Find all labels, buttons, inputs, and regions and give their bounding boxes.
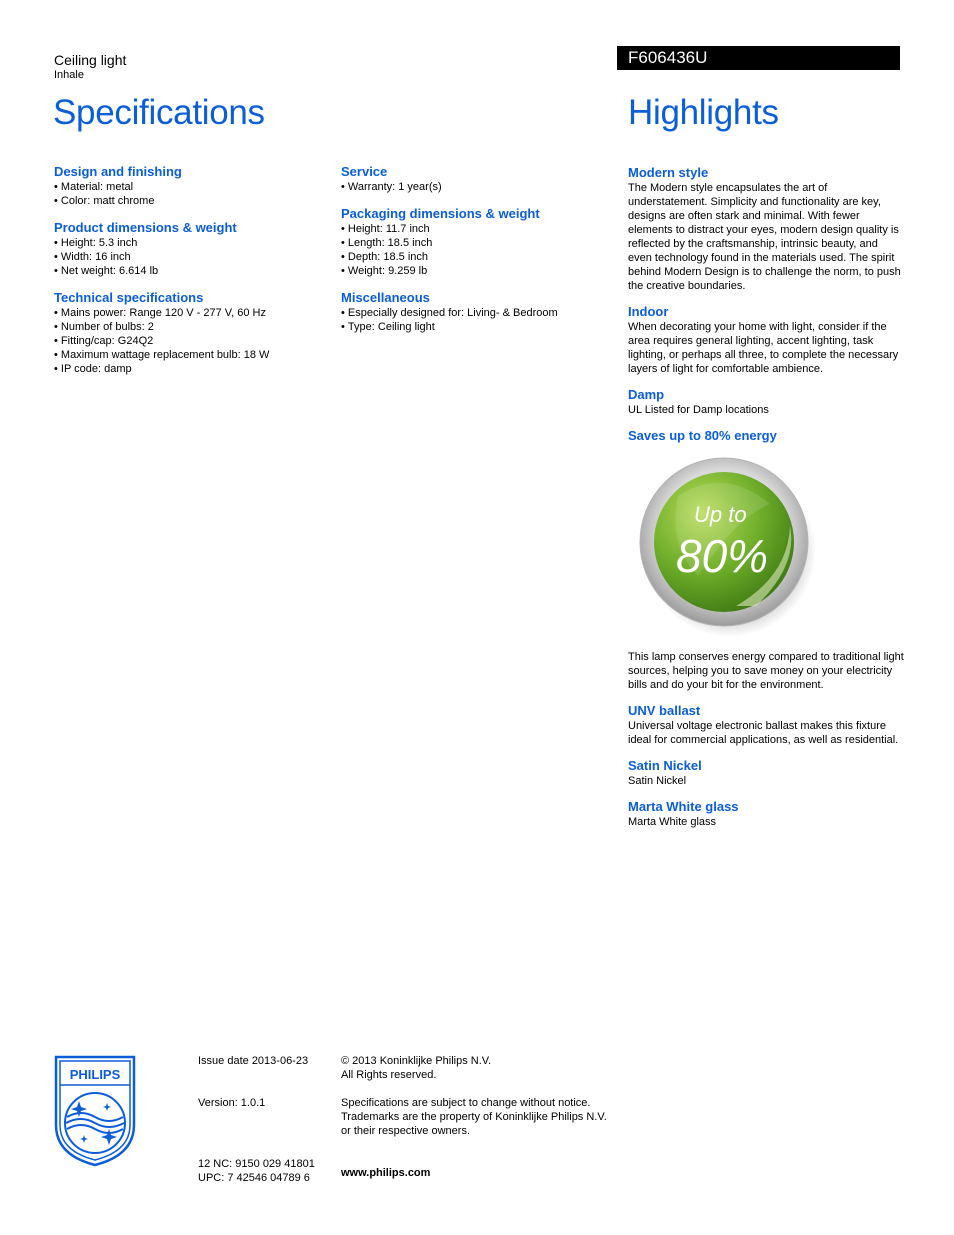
spec-group-design <box>54 164 334 208</box>
highlight-title: Marta White glass <box>628 799 739 814</box>
specifications-title: Specifications <box>53 93 265 132</box>
highlight-marta-glass <box>628 799 904 829</box>
spec-item: • Length: 18.5 inch <box>341 236 601 250</box>
version: Version: 1.0.1 <box>198 1097 266 1109</box>
spec-item: • Depth: 18.5 inch <box>341 250 601 264</box>
philips-shield-logo <box>54 1055 136 1167</box>
copyright: © 2013 Koninklijke Philips N.V. <box>341 1055 492 1067</box>
spec-list <box>54 180 334 208</box>
spec-group-title: Design and finishing <box>54 164 182 179</box>
highlight-text: Universal voltage electronic ballast makes this fixture ideal for commercial applications, as well as residential. <box>628 720 899 746</box>
highlight-satin-nickel <box>628 758 904 788</box>
spec-list <box>341 222 601 278</box>
spec-item: • Number of bulbs: 2 <box>54 320 334 334</box>
spec-group-title: Miscellaneous <box>341 290 430 305</box>
spec-item: • Warranty: 1 year(s) <box>341 180 601 194</box>
highlight-title: Modern style <box>628 165 709 180</box>
spec-group-service <box>341 164 601 194</box>
footer-legal-column <box>341 1054 621 1180</box>
spec-group-misc <box>341 290 601 334</box>
spec-item: • Fitting/cap: G24Q2 <box>54 334 334 348</box>
highlight-text: UL Listed for Damp locations <box>628 404 769 416</box>
spec-list <box>54 236 334 278</box>
spec-item: • Width: 16 inch <box>54 250 334 264</box>
highlight-title: Satin Nickel <box>628 758 702 773</box>
spec-item: • Maximum wattage replacement bulb: 18 W <box>54 348 334 362</box>
product-type: Ceiling light <box>54 52 127 68</box>
highlight-text: When decorating your home with light, consider if the area requires general lighting, accent lighting, task lighting, or perhaps all three, to complete the necessary layers of light for comfortable ambience. <box>628 321 899 375</box>
highlight-modern-style <box>628 165 904 293</box>
highlight-text: The Modern style encapsulates the art of understatement. Simplicity and functionality are key, designs are often stark and minimal. With fewer elements to distract your eyes, modern design quality is reflected by the craftsmanship, intrinsic beauty, and even technology found in the materials used. The spirit behind Modern Design is to challenge the norm, to push the creative boundaries. <box>628 182 901 292</box>
highlight-title: Damp <box>628 387 665 402</box>
specs-column-1 <box>54 164 334 388</box>
highlight-text: Marta White glass <box>628 816 717 828</box>
notice-line-1: Specifications are subject to change without notice. <box>341 1097 591 1109</box>
highlight-title: UNV ballast <box>628 703 701 718</box>
highlight-title: Indoor <box>628 304 669 319</box>
highlights-title: Highlights <box>628 93 779 132</box>
specs-column-2 <box>341 164 601 346</box>
spec-list <box>341 306 601 334</box>
logo-wordmark: PHILIPS <box>69 1067 121 1082</box>
highlight-damp <box>628 387 904 417</box>
spec-item: • Mains power: Range 120 V - 277 V, 60 Hz <box>54 306 334 320</box>
highlights-column <box>628 165 904 840</box>
spec-item: • Color: matt chrome <box>54 194 334 208</box>
rights: All Rights reserved. <box>341 1069 437 1081</box>
notice-line-2: Trademarks are the property of Koninklijke Philips N.V. <box>341 1111 607 1123</box>
badge-value-text: 80% <box>676 530 769 582</box>
spec-item: • IP code: damp <box>54 362 334 376</box>
spec-list <box>341 180 601 194</box>
product-line: Inhale <box>54 69 84 81</box>
spec-group-title: Technical specifications <box>54 290 204 305</box>
highlight-indoor <box>628 304 904 376</box>
spec-group-title: Service <box>341 164 388 179</box>
spec-item: • Especially designed for: Living- & Bedroom <box>341 306 601 320</box>
spec-group-packaging <box>341 206 601 278</box>
spec-item: • Height: 11.7 inch <box>341 222 601 236</box>
notice-line-3: or their respective owners. <box>341 1125 470 1137</box>
highlight-energy <box>628 428 904 692</box>
upc-code: UPC: 7 42546 04789 6 <box>198 1172 310 1184</box>
spec-group-technical <box>54 290 334 376</box>
energy-badge-icon <box>638 456 818 636</box>
model-number-bar: F606436U <box>617 46 900 70</box>
highlight-text: This lamp conserves energy compared to traditional light sources, helping you to save money on your electricity bills and do your bit for the environment. <box>628 651 904 691</box>
spec-item: • Weight: 9.259 lb <box>341 264 601 278</box>
badge-top-text: Up to <box>694 502 747 527</box>
footer-info-column <box>198 1054 328 1185</box>
spec-group-title: Packaging dimensions & weight <box>341 206 540 221</box>
spec-group-dimensions <box>54 220 334 278</box>
spec-item: • Material: metal <box>54 180 334 194</box>
highlight-title: Saves up to 80% energy <box>628 428 777 443</box>
spec-list <box>54 306 334 376</box>
website-link[interactable]: www.philips.com <box>341 1167 431 1179</box>
spec-item: • Type: Ceiling light <box>341 320 601 334</box>
spec-item: • Net weight: 6.614 lb <box>54 264 334 278</box>
issue-date: Issue date 2013-06-23 <box>198 1055 309 1067</box>
highlight-text: Satin Nickel <box>628 775 687 787</box>
spec-item: • Height: 5.3 inch <box>54 236 334 250</box>
nc-code: 12 NC: 9150 029 41801 <box>198 1158 315 1170</box>
spec-group-title: Product dimensions & weight <box>54 220 237 235</box>
highlight-unv-ballast <box>628 703 904 747</box>
